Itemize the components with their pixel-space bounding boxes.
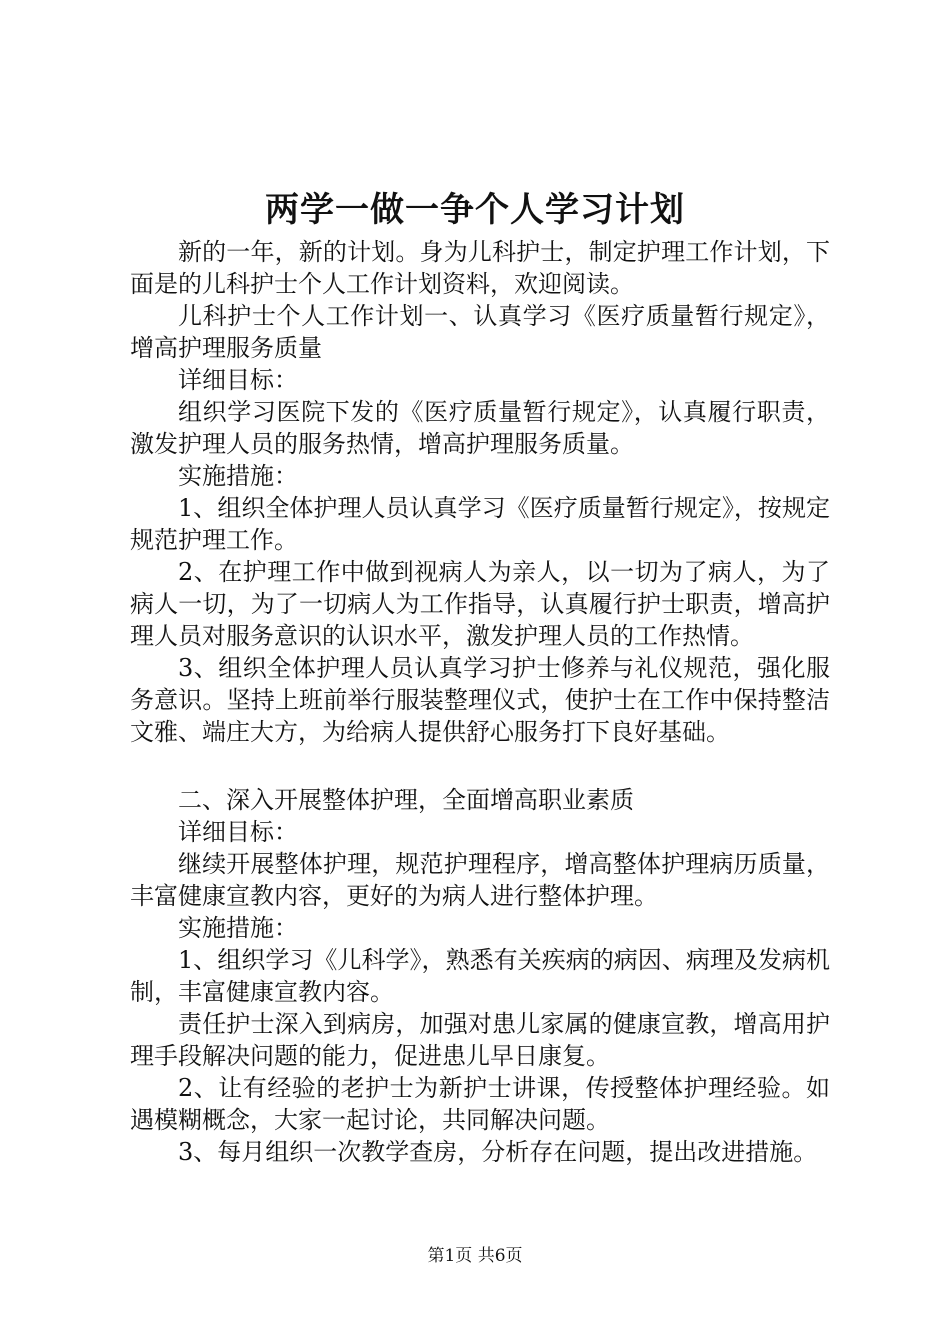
paragraph: 详细目标： — [178, 818, 298, 846]
paragraph: 责任护士深入到病房，加强对患儿家属的健康宣教，增高用护理手段解决问题的能力，促进患儿早日康复。 — [130, 1010, 830, 1070]
page-number-footer: 第1页 共6页 — [427, 1246, 523, 1266]
paragraph: 组织学习医院下发的《医疗质量暂行规定》，认真履行职责，激发护理人员的服务热情，增高护理服务质量。 — [130, 398, 830, 458]
paragraph: 儿科护士个人工作计划一、认真学习《医疗质量暂行规定》，增高护理服务质量 — [130, 302, 830, 362]
paragraph: 实施措施： — [178, 462, 298, 490]
paragraph: 3、每月组织一次教学查房，分析存在问题，提出改进措施。 — [178, 1138, 818, 1166]
paragraph: 2、在护理工作中做到视病人为亲人，以一切为了病人，为了病人一切，为了一切病人为工作指导，认真履行护士职责，增高护理人员对服务意识的认识水平，激发护理人员的工作热情。 — [130, 558, 830, 650]
document-title: 两学一做一争个人学习计划 — [265, 190, 685, 230]
blank-line — [130, 748, 830, 784]
paragraph: 1、组织学习《儿科学》，熟悉有关疾病的病因、病理及发病机制，丰富健康宣教内容。 — [130, 946, 830, 1006]
paragraph: 2、让有经验的老护士为新护士讲课，传授整体护理经验。如遇模糊概念，大家一起讨论，共同解决问题。 — [130, 1074, 830, 1134]
document-body — [130, 236, 830, 1168]
paragraph: 详细目标： — [178, 366, 298, 394]
paragraph: 3、组织全体护理人员认真学习护士修养与礼仪规范，强化服务意识。坚持上班前举行服装整理仪式，使护士在工作中保持整洁文雅、端庄大方，为给病人提供舒心服务打下良好基础。 — [130, 654, 830, 746]
paragraph: 1、组织全体护理人员认真学习《医疗质量暂行规定》，按规定规范护理工作。 — [130, 494, 830, 554]
paragraph: 实施措施： — [178, 914, 298, 942]
paragraph: 继续开展整体护理，规范护理程序，增高整体护理病历质量，丰富健康宣教内容，更好的为病人进行整体护理。 — [130, 850, 830, 910]
paragraph: 新的一年，新的计划。身为儿科护士，制定护理工作计划，下面是的儿科护士个人工作计划资料，欢迎阅读。 — [130, 238, 830, 298]
section-heading: 二、深入开展整体护理，全面增高职业素质 — [178, 786, 634, 814]
